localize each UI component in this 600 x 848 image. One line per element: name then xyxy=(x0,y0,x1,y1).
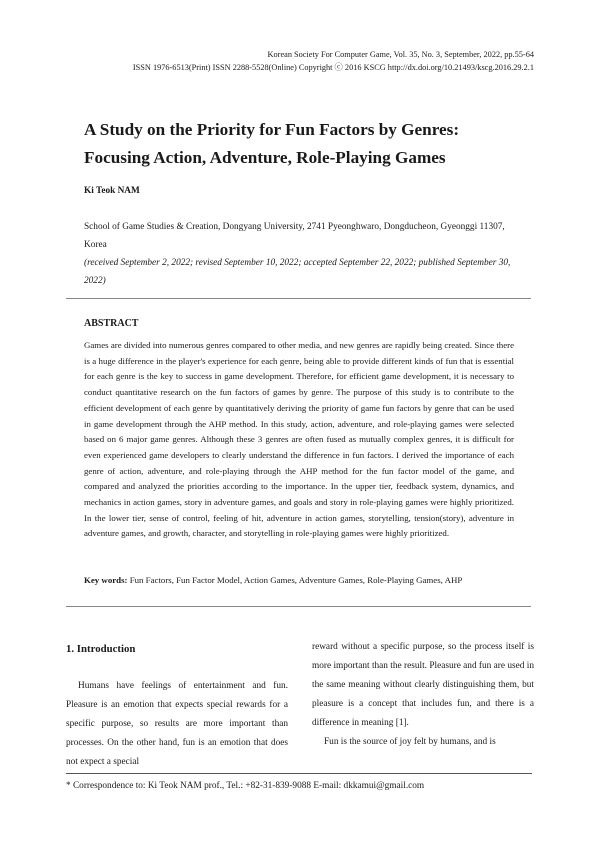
author-info xyxy=(84,218,524,290)
affiliation: School of Game Studies & Creation, Dongyang University, 2741 Pyeonghwaro, Dongducheon, Gyeonggi 11307, Korea xyxy=(84,222,505,250)
intro-paragraph-1: Humans have feelings of entertainment and fun. Pleasure is an emotion that expects special rewards for a specific purpose, so results are more important than processes. On the other hand, fun is an emotion that does not expect a special xyxy=(66,681,288,767)
abstract-body: Games are divided into numerous genres compared to other media, and new genres are rapidly being created. Since there is a huge difference in the player's experience for each genre, being able to provide different kinds of fun that is essential for each genre is the key to success in game development. Therefore, for efficient game development, it is necessary to conduct quantitative research on the fun factors of games by genre. The purpose of this study is to contribute to the efficient development of each genre by quantitatively deriving the priority of game fun factors by genre that can be used in game development through the AHP method. In this study, action, adventure, and role-playing games were selected based on 6 major game genres. Although these 3 genres are often fused as mutually complex genres, it is difficult for even experienced game developers to clearly understand the difference in fun factors. I derived the importance of each genre of action, adventure, and role-playing through the AHP method for the fun factor model of the game, and compared and analyzed the priorities according to the importance. In the upper tier, feedback system, dynamics, and mechanics in action games, story in adventure games, and goals and story in role-playing games were highly prioritized. In the lower tier, sense of control, feeling of hit, adventure in action games, storytelling, tension(story), adventure in adventure games, and growth, character, and storytelling in role-playing games were highly prioritized. xyxy=(84,340,514,539)
keywords-label: Key words: xyxy=(84,575,128,585)
keywords xyxy=(84,575,524,585)
abstract-heading: ABSTRACT xyxy=(84,318,139,329)
intro-right-column xyxy=(312,638,534,752)
journal-citation: Korean Society For Computer Game, Vol. 35, No. 3, September, 2022, pp.55-64 xyxy=(267,50,534,59)
received-dates: (received September 2, 2022; revised September 10, 2022; accepted September 22, 2022; published September 30, 2022) xyxy=(84,258,511,286)
issn-doi-line: ISSN 1976-6513(Print) ISSN 2288-5528(Online) Copyright ⓒ 2016 KSCG http://dx.doi.org/10.21493/kscg.2016.29.2.1 xyxy=(132,63,534,72)
intro-paragraph-2: Fun is the source of joy felt by humans, and is xyxy=(324,737,496,747)
title-line-1: A Study on the Priority for Fun Factors by Genres: xyxy=(84,120,460,139)
paper-title xyxy=(84,116,554,172)
correspondence-footnote: * Correspondence to: Ki Teok NAM prof., Tel.: +82-31-839-9088 E-mail: dkkamui@gmail.com xyxy=(66,781,425,791)
section-heading-introduction: 1. Introduction xyxy=(66,643,136,655)
author-name: Ki Teok NAM xyxy=(84,186,140,196)
intro-paragraph-1-continued: reward without a specific purpose, so the process itself is more important than the result. Pleasure and fun are used in the same meaning without clearly distinguishing them, but pleasure is a concept that includes fun, and there is a difference in meaning [1]. xyxy=(312,642,534,728)
footnote-divider xyxy=(66,773,532,774)
intro-left-column xyxy=(66,677,288,772)
keywords-text: Fun Factors, Fun Factor Model, Action Games, Adventure Games, Role-Playing Games, AHP xyxy=(129,575,463,585)
divider-top xyxy=(66,298,531,299)
divider-bottom xyxy=(66,606,531,607)
title-line-2: Focusing Action, Adventure, Role-Playing Games xyxy=(84,148,446,167)
